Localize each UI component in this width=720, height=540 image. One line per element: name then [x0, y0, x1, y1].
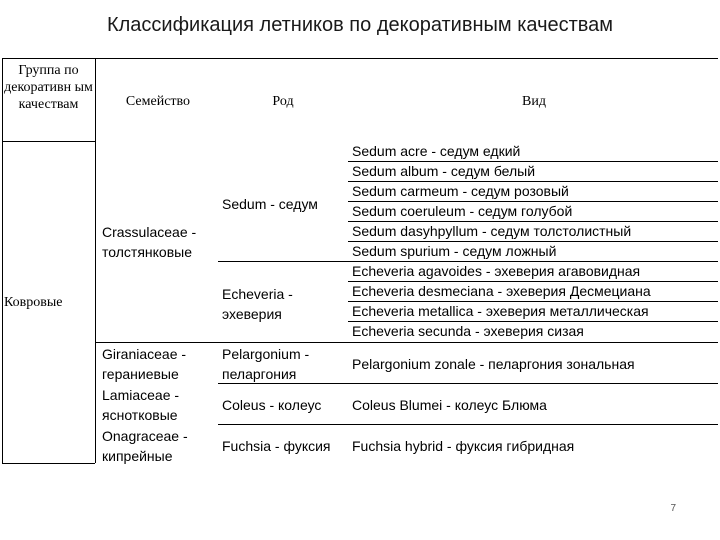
species-item: Echeveria secunda - эхеверия сизая [352, 323, 584, 339]
genus-fuchsia: Fuchsia - фуксия [222, 438, 331, 454]
species-item: Sedum acre - седум едкий [352, 143, 521, 159]
page-title: Классификация летников по декоративным качествам [106, 14, 614, 36]
header-family: Семейство [125, 94, 191, 109]
species-item: Echeveria desmeciana - эхеверия Десмециана [352, 283, 651, 299]
species-item: Echeveria agavoides - эхеверия агавовидная [352, 263, 641, 279]
species-item: Pelargonium zonale - пеларгония зональная [352, 356, 635, 372]
genus-pelargonium: Pelargonium - пеларгония [222, 346, 310, 382]
species-item: Fuchsia hybrid - фуксия гибридная [352, 438, 575, 454]
species-item: Sedum spurium - седум ложный [352, 243, 557, 259]
group-header-right-border [95, 58, 96, 141]
species-item: Echeveria metallica - эхеверия металлическая [352, 303, 649, 319]
genus-echeveria: Echeveria - эхеверия [222, 286, 293, 322]
header-group: Группа по декоративн ым качествам [4, 63, 93, 112]
header-species: Вид [522, 94, 546, 109]
species-item: Sedum carmeum - седум розовый [352, 183, 569, 199]
genus-sedum: Sedum - седум [222, 196, 318, 212]
family-crassulaceae: Crassulaceae - толстянковые [102, 224, 197, 260]
page-number: 7 [670, 503, 676, 514]
family-lamiaceae: Lamiaceae - яснотковые [102, 387, 180, 423]
group-header-bottom-border [2, 141, 95, 142]
family-onagraceae: Onagraceae - кипрейные [102, 428, 188, 464]
species-item: Sedum coeruleum - седум голубой [352, 203, 573, 219]
table-left-border [2, 58, 3, 463]
species-item: Sedum dasyhpyllum - седум толстолистный [352, 223, 632, 239]
table-top-border [2, 58, 718, 59]
species-item: Sedum album - седум белый [352, 163, 536, 179]
row-line [96, 342, 718, 343]
group-bottom-border [2, 463, 95, 464]
family-geraniaceae: Giraniaceae - гераниевые [102, 346, 187, 382]
group-name: Ковровые [4, 295, 63, 310]
row-line [218, 424, 718, 425]
genus-coleus: Coleus - колеус [222, 397, 322, 413]
header-genus: Род [272, 94, 294, 109]
species-item: Coleus Blumei - колеус Блюма [352, 397, 547, 413]
